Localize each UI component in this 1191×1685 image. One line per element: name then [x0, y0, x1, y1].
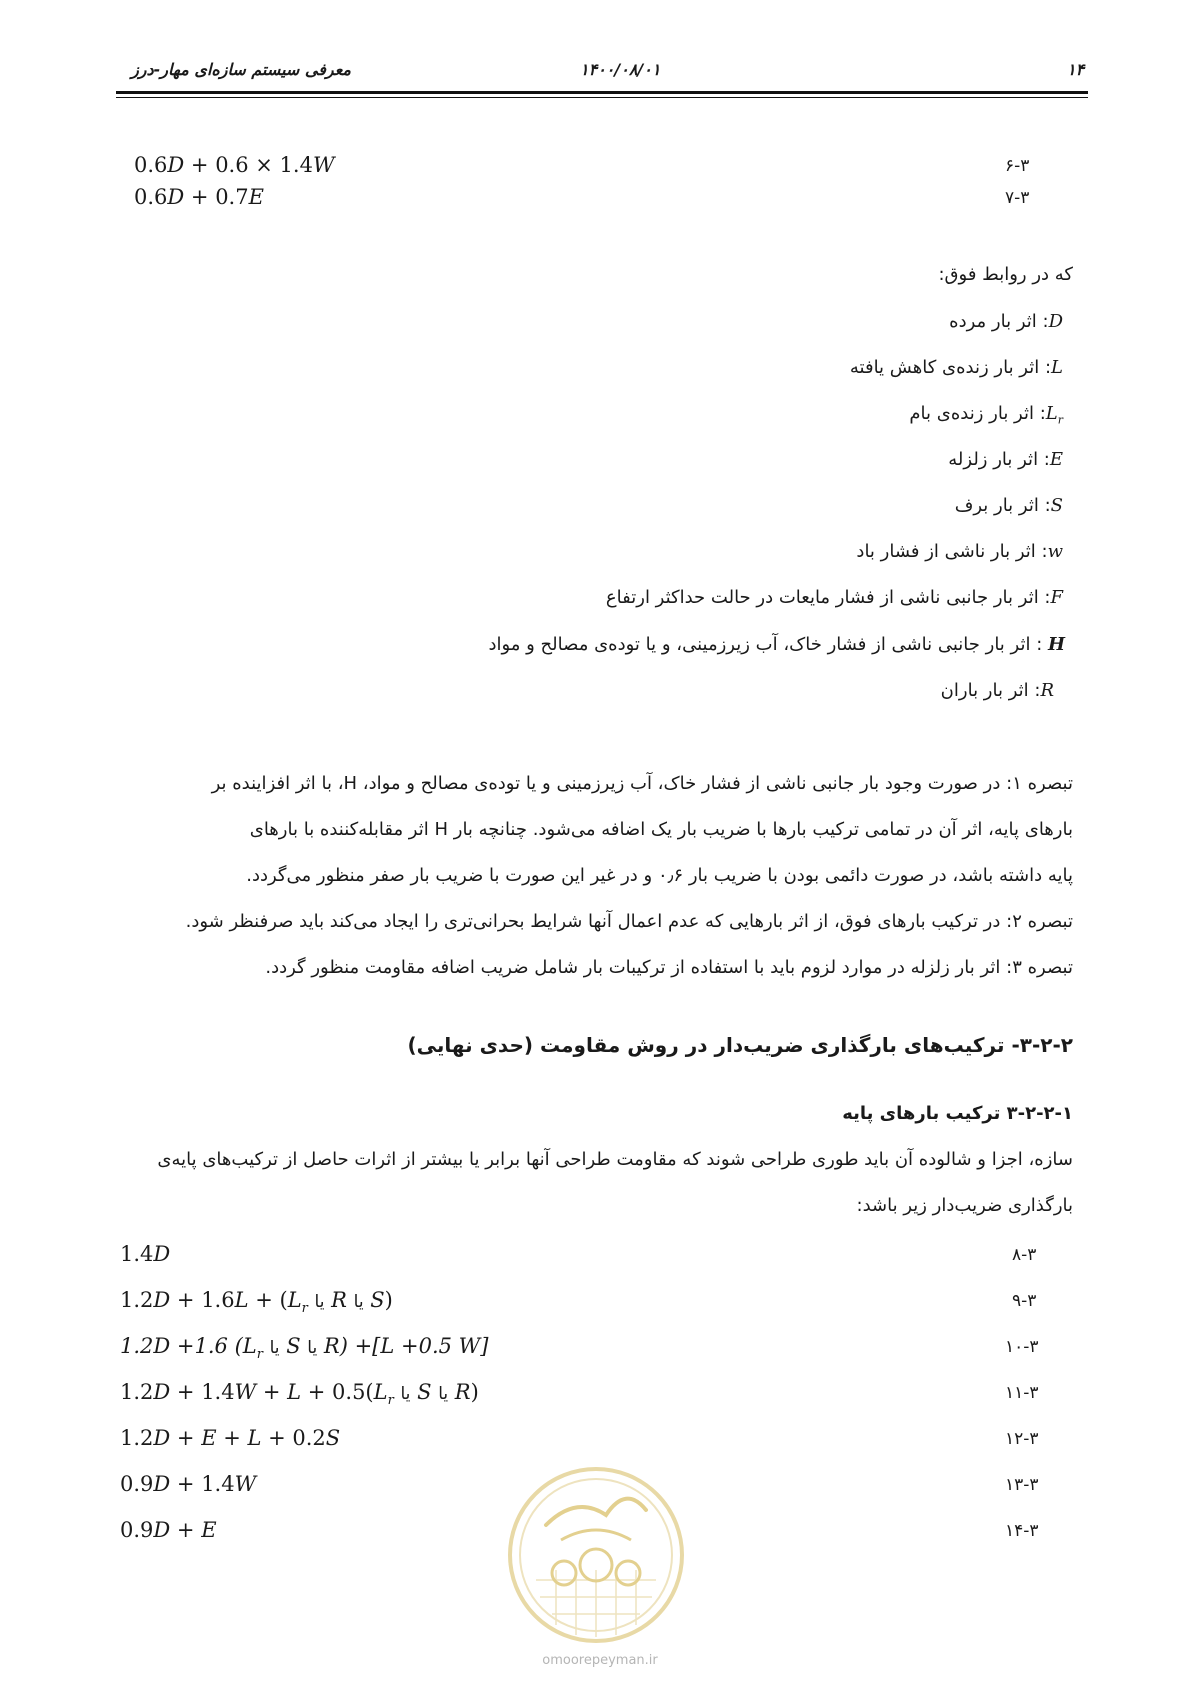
- load-combination-11-3: $1.2D + 1.4W + L + 0.5(L_r$ یا S یا R): [120, 1380, 479, 1409]
- watermark-seal-icon: [506, 1465, 686, 1645]
- equation-number: ۱۴-۳: [1005, 1521, 1039, 1541]
- page-number: ۱۴: [1067, 60, 1085, 79]
- note-1-line-3: پایه داشته باشد، در صورت دائمی بودن با ضریب بار ۰٫۶ و در غیر این صورت با ضریب بار صفر منظور می‌گردد.: [246, 865, 1073, 886]
- definition-item: w: اثر بار ناشی از فشار باد: [856, 541, 1063, 562]
- note-1-line-2: بارهای پایه، اثر آن در تمامی ترکیب بارها با ضریب بار یک اضافه می‌شود. چنانچه بار H اثر مقابله‌کننده با بارهای: [249, 819, 1073, 840]
- definition-item: L: اثر بار زنده‌ی کاهش یافته: [849, 357, 1063, 378]
- definitions-intro: که در روابط فوق:: [938, 264, 1073, 285]
- equation-7-3: 0.6D + 0.7E: [134, 185, 264, 209]
- definition-item: $L_r$: اثر بار زنده‌ی بام: [909, 403, 1063, 427]
- note-1-line-1: تبصره ۱: در صورت وجود بار جانبی ناشی از فشار خاک، آب زیرزمینی و یا توده‌ی مصالح و مواد، H، با اثر افزاینده بر: [211, 773, 1073, 794]
- equation-number: ۸-۳: [1012, 1245, 1037, 1265]
- definition-item: F: اثر بار جانبی ناشی از فشار مایعات در حالت حداکثر ارتفاع: [605, 587, 1063, 608]
- equation-number: ۱۱-۳: [1005, 1383, 1039, 1403]
- subsection-paragraph-line-2: بارگذاری ضریب‌دار زیر باشد:: [856, 1195, 1073, 1216]
- definition-item: S: اثر بار برف: [954, 495, 1063, 516]
- definition-item: H : اثر بار جانبی ناشی از فشار خاک، آب زیرزمینی، و یا توده‌ی مصالح و مواد: [488, 634, 1065, 655]
- load-combination-8-3: 1.4D: [120, 1242, 171, 1266]
- subsection-paragraph-line-1: سازه، اجزا و شالوده آن باید طوری طراحی شوند که مقاومت طراحی آنها برابر یا بیشتر از اثرات حاصل از ترکیب‌های پایه‌ی: [157, 1149, 1073, 1170]
- header-rule-thick: [116, 91, 1088, 94]
- load-combination-12-3: 1.2D + E + L + 0.2S: [120, 1426, 341, 1450]
- equation-number: ۷-۳: [1005, 188, 1030, 208]
- definition-item: D: اثر بار مرده: [949, 311, 1063, 332]
- equation-number: ۱۲-۳: [1005, 1429, 1039, 1449]
- header-date: ۱۴۰۰/۰۸/۰۱: [580, 60, 661, 79]
- definition-item: E: اثر بار زلزله: [948, 449, 1063, 470]
- equation-number: ۶-۳: [1005, 156, 1030, 176]
- note-2: تبصره ۲: در ترکیب بارهای فوق، از اثر بارهایی که عدم اعمال آنها شرایط بحرانی‌تری را ایجاد می‌کند باید صرفنظر شود.: [185, 911, 1073, 932]
- load-combination-13-3: 0.9D + 1.4W: [120, 1472, 257, 1496]
- equation-number: ۱۰-۳: [1005, 1337, 1039, 1357]
- load-combination-9-3: $1.2D + 1.6L + (L_r$ یا R یا S): [120, 1288, 393, 1317]
- symbol-lr: $L_r$: [1045, 403, 1063, 427]
- header-rule-thin: [116, 97, 1088, 98]
- definition-item: R: اثر بار باران: [940, 680, 1054, 701]
- subsection-heading: ۳-۲-۲-۱ ترکیب بارهای پایه: [842, 1103, 1073, 1124]
- watermark-site: omoorepeyman.ir: [542, 1653, 658, 1668]
- section-heading: ۳-۲-۲- ترکیب‌های بارگذاری ضریب‌دار در روش مقاومت (حدی نهایی): [407, 1033, 1073, 1057]
- load-combination-10-3: 1.2D +1.6 ($L_r$ یا S یا R) +[L +0.5 W]: [120, 1334, 489, 1363]
- note-3: تبصره ۳: اثر بار زلزله در موارد لزوم باید با استفاده از ترکیبات بار شامل ضریب اضافه مقاومت منظور گردد.: [265, 957, 1073, 978]
- load-combination-14-3: 0.9D + E: [120, 1518, 217, 1542]
- equation-6-3: 0.6D + 0.6 × 1.4W: [134, 153, 335, 177]
- header-title: معرفی سیستم سازه‌ای مهار-درز: [131, 60, 351, 79]
- equation-number: ۹-۳: [1012, 1291, 1037, 1311]
- equation-number: ۱۳-۳: [1005, 1475, 1039, 1495]
